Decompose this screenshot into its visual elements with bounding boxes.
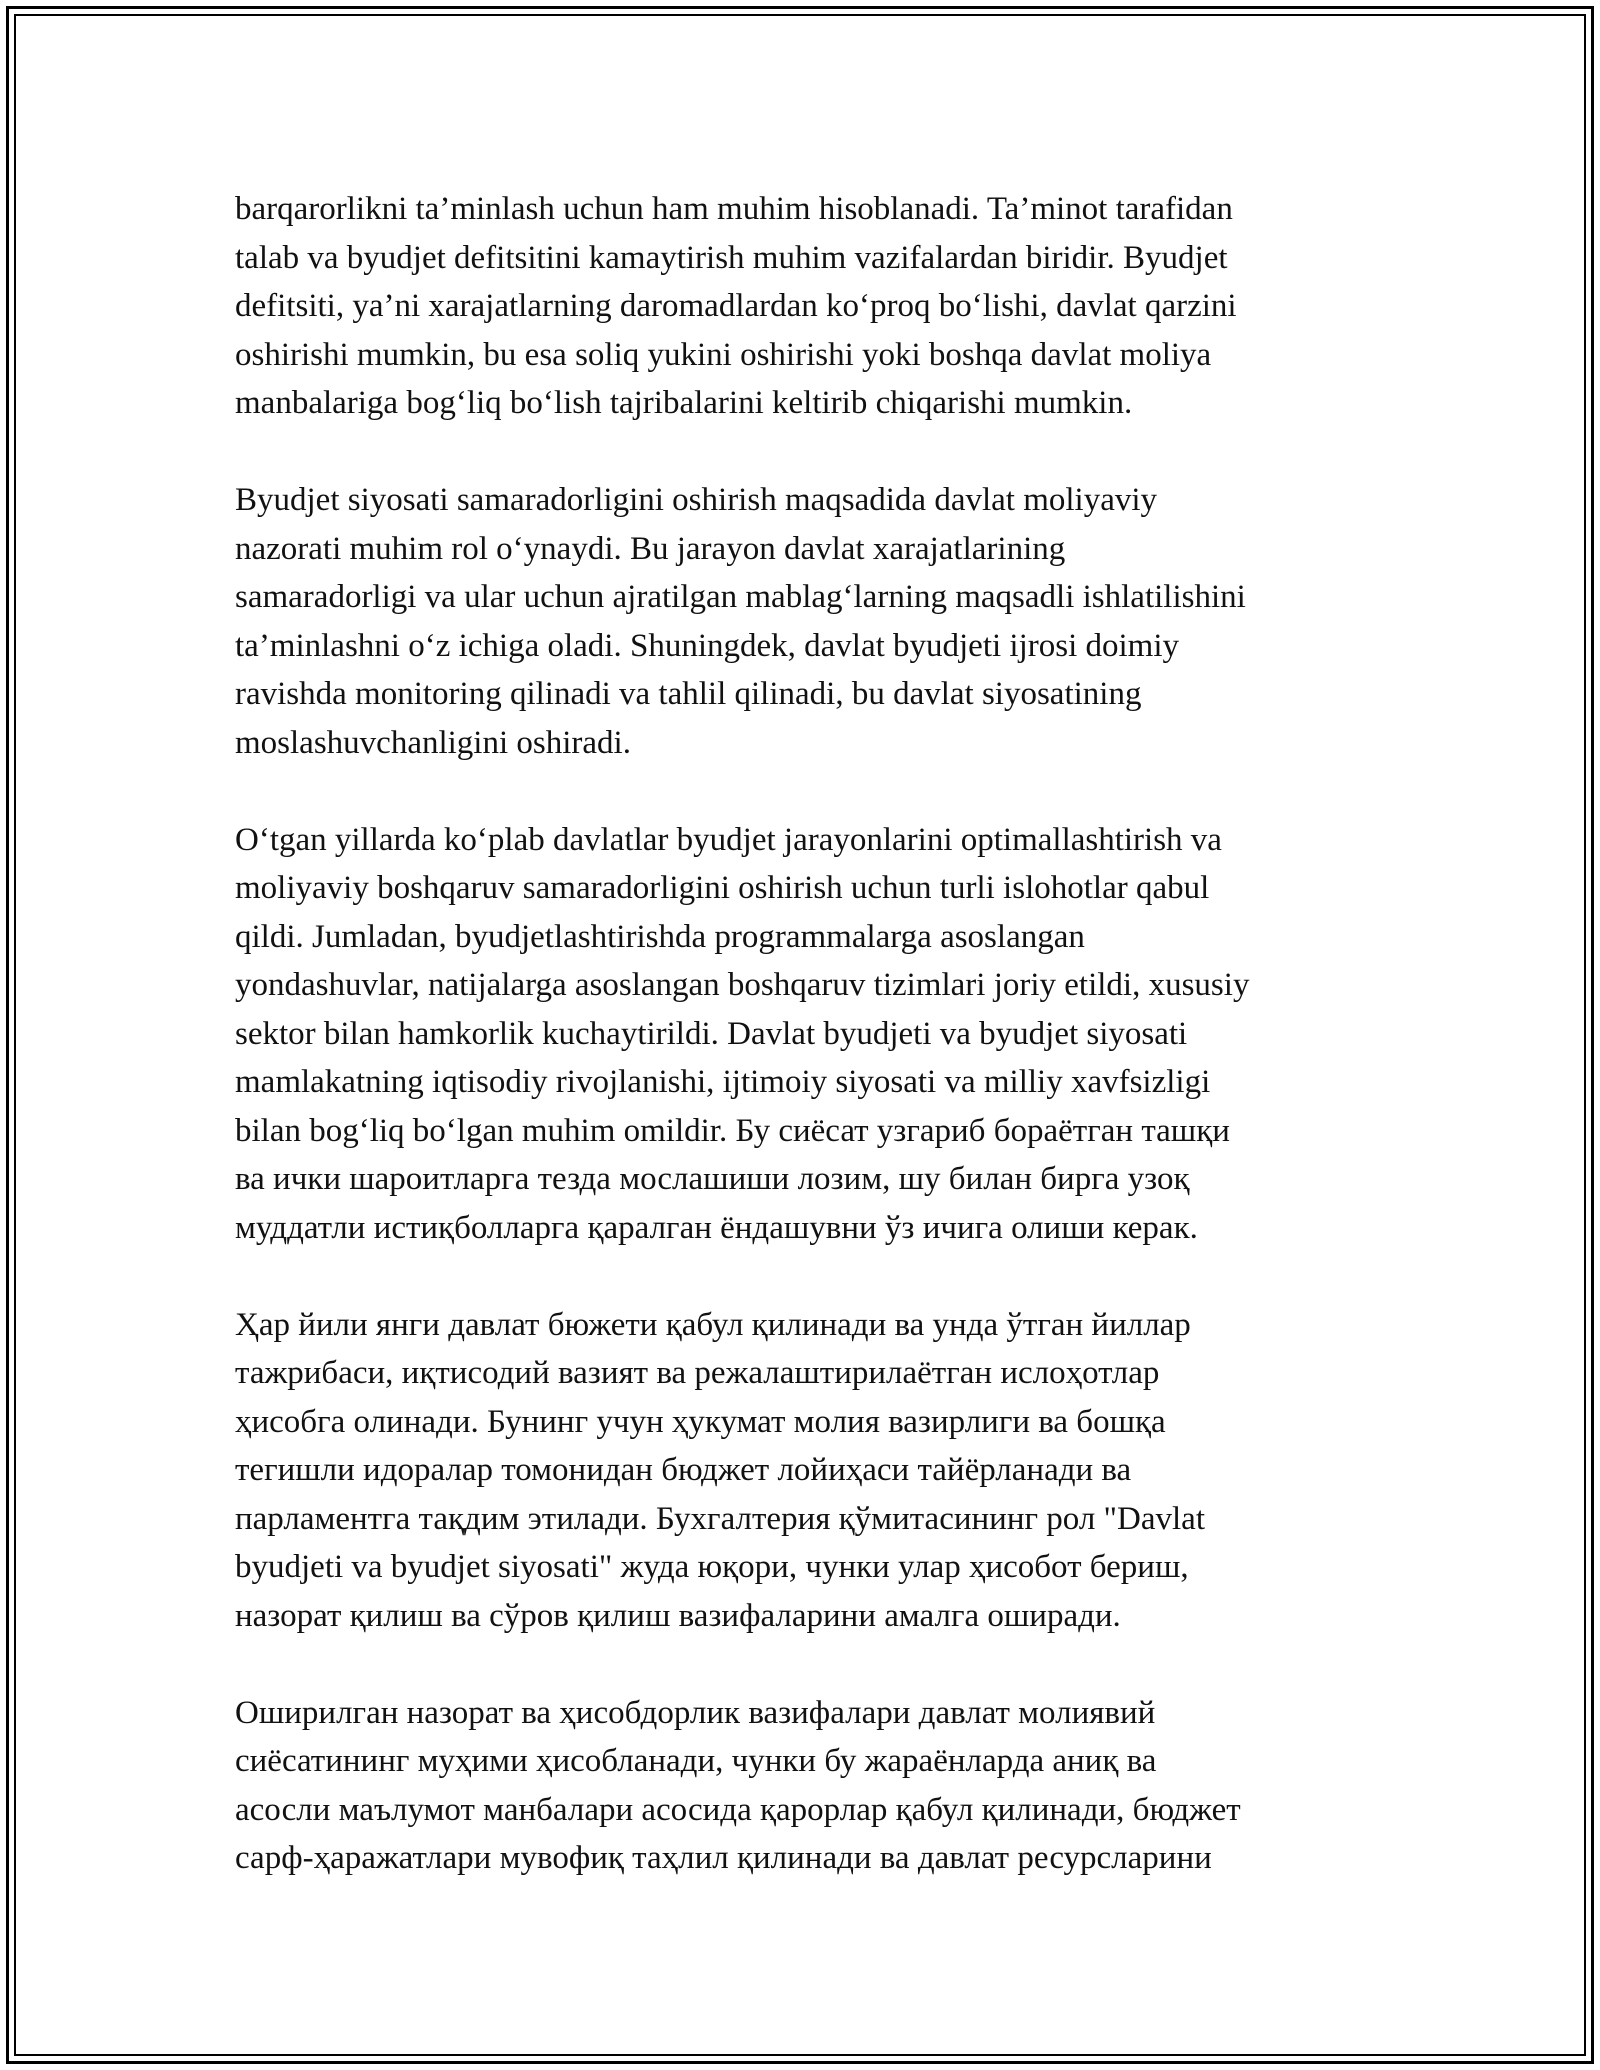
text-line: назорат қилиш ва сўров қилиш вазифаларини амалга оширади.	[235, 1597, 1121, 1634]
text-line: qildi. Jumladan, byudjetlashtirishda programmalarga asoslangan	[235, 918, 1085, 955]
document-body	[235, 185, 1365, 1931]
text-line: manbalariga bogʻliq boʻlish tajribalarini keltirib chiqarishi mumkin.	[235, 385, 1133, 421]
text-line: moliyaviy boshqaruv samaradorligini oshirish uchun turli islohotlar qabul	[235, 870, 1210, 906]
text-line: samaradorligi va ular uchun ajratilgan mablagʻlarning maqsadli ishlatilishini	[235, 579, 1246, 615]
text-line: Оширилган назорат ва ҳисобдорлик вазифалари давлат молиявий	[235, 1694, 1156, 1731]
text-line: byudjeti va byudjet siyosati" жуда юқори, чунки улар ҳисобот бериш,	[235, 1549, 1189, 1585]
paragraph-5	[235, 1689, 1365, 1883]
text-line: сиёсатининг муҳими ҳисобланади, чунки бу жараёнларда аниқ ва	[235, 1743, 1157, 1779]
text-line: ravishda monitoring qilinadi va tahlil qilinadi, bu davlat siyosatining	[235, 676, 1142, 712]
text-line: ҳисобга олинади. Бунинг учун ҳукумат молия вазирлиги ва бошқа	[235, 1403, 1166, 1440]
paragraph-4	[235, 1301, 1365, 1641]
text-line: асосли маълумот манбалари асосида қарорлар қабул қилинади, бюджет	[235, 1791, 1241, 1828]
text-line: Oʻtgan yillarda koʻplab davlatlar byudjet jarayonlarini optimallashtirish va	[235, 821, 1222, 858]
paragraph-3	[235, 816, 1365, 1253]
paragraph-1	[235, 185, 1365, 428]
text-line: Ҳар йили янги давлат бюжети қабул қилинади ва унда ўтган йиллар	[235, 1306, 1191, 1343]
text-line: bilan bogʻliq boʻlgan muhim omildir. Бу сиёсат узгариб бораётган ташқи	[235, 1112, 1230, 1149]
text-line: moslashuvchanligini oshiradi.	[235, 724, 631, 761]
text-line: talab va byudjet defitsitini kamaytirish muhim vazifalardan biridir. Byudjet	[235, 239, 1228, 276]
text-line: тегишли идоралар томонидан бюджет лойиҳаси тайёрланади ва	[235, 1452, 1132, 1488]
text-line: парламентга тақдим этилади. Бухгалтерия қўмитасининг рол "Davlat	[235, 1500, 1205, 1537]
text-line: ва ички шароитларга тезда мослашиши лозим, шу билан бирга узоқ	[235, 1161, 1190, 1197]
text-line: муддатли истиқболларга қаралган ёндашувни ўз ичига олиши керак.	[235, 1209, 1198, 1246]
text-line: barqarorlikni ta’minlash uchun ham muhim hisoblanadi. Ta’minot tarafidan	[235, 191, 1233, 227]
text-line: тажрибаси, иқтисодий вазият ва режалаштирилаётган ислоҳотлар	[235, 1355, 1160, 1391]
text-line: oshirishi mumkin, bu esa soliq yukini oshirishi yoki boshqa davlat moliya	[235, 336, 1212, 373]
text-line: Byudjet siyosati samaradorligini oshirish maqsadida davlat moliyaviy	[235, 482, 1158, 518]
text-line: ta’minlashni oʻz ichiga oladi. Shuningdek, davlat byudjeti ijrosi doimiy	[235, 627, 1180, 664]
paragraph-2	[235, 476, 1365, 767]
text-line: yondashuvlar, natijalarga asoslangan boshqaruv tizimlari joriy etildi, xususiy	[235, 967, 1250, 1003]
text-line: defitsiti, ya’ni xarajatlarning daromadlardan koʻproq boʻlishi, davlat qarzini	[235, 288, 1237, 324]
text-line: sektor bilan hamkorlik kuchaytirildi. Davlat byudjeti va byudjet siyosati	[235, 1015, 1188, 1052]
text-line: сарф-ҳаражатлари мувофиқ таҳлил қилинади ва давлат ресурсларини	[235, 1840, 1212, 1876]
text-line: mamlakatning iqtisodiy rivojlanishi, ijtimoiy siyosati va milliy xavfsizligi	[235, 1064, 1211, 1100]
text-line: nazorati muhim rol oʻynaydi. Bu jarayon davlat xarajatlarining	[235, 530, 1066, 567]
